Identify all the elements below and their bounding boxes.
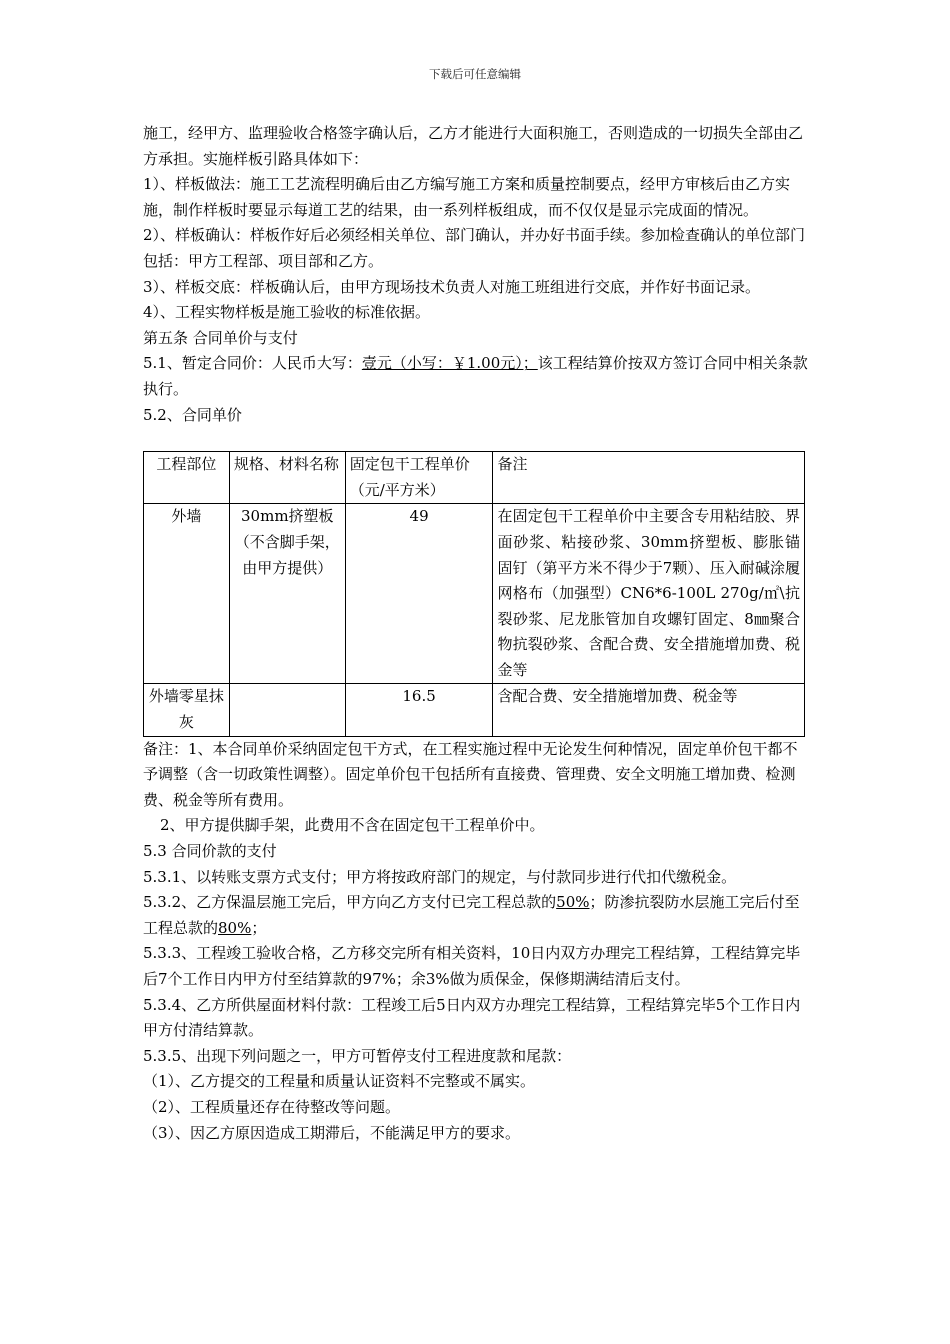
section-title-article-5: 第五条 合同单价与支付	[143, 328, 298, 347]
paragraph-sample-method: 1）、样板做法：施工工艺流程明确后由乙方编写施工方案和质量控制要点，经甲方审核后由乙方实施，制作样板时要显示每道工艺的结果，由一系列样板组成，而不仅仅是显示完成面的情况。	[143, 175, 791, 219]
list-item: （3）、因乙方原因造成工期滞后，不能满足甲方的要求。	[143, 1123, 521, 1142]
cell-remarks: 在固定包干工程单价中主要含专用粘结胶、界面砂浆、粘接砂浆、30mm挤塑板、膨胀锚固钉（第平方米不得少于7颗）、压入耐碱涂履网格布（加强型）CN6*6-100L 270g/㎡\抗裂砂浆、尼龙胀管加自攻螺钉固定、8㎜聚合物抗裂砂浆、含配合费、安全措施增加费、税金等	[493, 504, 805, 684]
paragraph-sample-intro: 施工，经甲方、监理验收合格签字确认后，乙方才能进行大面积施工，否则造成的一切损失全部由乙方承担。实施样板引路具体如下：	[143, 124, 804, 168]
note-fixed-price: 备注：1、本合同单价采纳固定包干方式，在工程实施过程中无论发生何种情况，固定单价包干都不予调整（含一切政策性调整）。固定单价包干包括所有直接费、管理费、安全文明施工增加费、检测费、税金等所有费用。	[143, 739, 798, 809]
header-cell-remarks: 备注	[493, 452, 805, 504]
note-scaffold: 2、甲方提供脚手架，此费用不含在固定包干工程单价中。	[160, 816, 545, 835]
clause-5-3-2-part-a: 5.3.2、乙方保温层施工完后，甲方向乙方支付已完工程总款的	[143, 893, 557, 912]
table-header-row	[144, 452, 805, 504]
table-row	[144, 684, 805, 736]
clause-5-3-4: 5.3.4、乙方所供屋面材料付款：工程竣工后5日内双方办理完工程结算，工程结算完毕5个工作日内甲方付清结算款。	[143, 995, 801, 1040]
paragraph-sample-confirm: 2）、样板确认：样板作好后必须经相关单位、部门确认，并办好书面手续。参加检查确认的单位部门包括：甲方工程部、项目部和乙方。	[143, 226, 806, 270]
paragraph-sample-handover: 3）、样板交底：样板确认后，由甲方现场技术负责人对施工班组进行交底，并作好书面记录。	[143, 277, 761, 296]
clause-5-3-2-part-c: ；防渗抗裂防水层施工完后付至工程总款的	[143, 893, 800, 937]
cell-location: 外墙	[144, 504, 230, 684]
cell-location: 外墙零星抹灰	[144, 684, 230, 736]
price-label: 5.1、暂定合同价：人民币大写：	[143, 354, 362, 373]
section-title-payment: 5.3 合同价款的支付	[143, 842, 277, 861]
table-row	[144, 504, 805, 684]
cell-spec	[229, 684, 345, 736]
clause-5-3-2	[143, 890, 811, 941]
clause-5-3-5: 5.3.5、出现下列问题之一，甲方可暂停支付工程进度款和尾款：	[143, 1046, 572, 1065]
paragraph-provisional-price	[143, 351, 811, 402]
price-amount: 壹元（小写：￥1.00元）；	[361, 354, 538, 373]
cell-unit-price: 16.5	[345, 684, 493, 736]
section-title-unit-price: 5.2、合同单价	[143, 405, 242, 424]
header-cell-unit-price: 固定包干工程单价（元/平方米）	[345, 452, 493, 504]
page-header: 下载后可任意编辑	[429, 67, 521, 81]
header-cell-location: 工程部位	[144, 452, 230, 504]
cell-unit-price: 49	[345, 504, 493, 684]
paragraph-sample-standard: 4）、工程实物样板是施工验收的标准依据。	[143, 303, 431, 322]
unit-price-table	[143, 451, 805, 737]
percent-80: 80%	[218, 918, 252, 937]
list-item: （1）、乙方提交的工程量和质量认证资料不完整或不属实。	[143, 1072, 536, 1091]
cell-remarks: 含配合费、安全措施增加费、税金等	[493, 684, 805, 736]
cell-spec: 30mm挤塑板（不含脚手架，由甲方提供）	[229, 504, 345, 684]
clause-5-3-1: 5.3.1、以转账支票方式支付；甲方将按政府部门的规定，与付款同步进行代扣代缴税金。	[143, 867, 737, 886]
list-item: （2）、工程质量还存在待整改等问题。	[143, 1097, 401, 1116]
header-cell-spec: 规格、材料名称	[229, 452, 345, 504]
clause-5-3-3: 5.3.3、工程竣工验收合格，乙方移交完所有相关资料，10日内双方办理完工程结算，工程结算完毕后7个工作日内甲方付至结算款的97%；余3%做为质保金，保修期满结清后支付。	[143, 944, 801, 988]
price-note: 该工程结算价按双方签订合同中相关条款执行。	[143, 354, 808, 398]
document-body	[143, 121, 811, 1146]
clause-5-3-2-part-e: ；	[251, 918, 267, 937]
percent-50: 50%	[556, 893, 590, 912]
